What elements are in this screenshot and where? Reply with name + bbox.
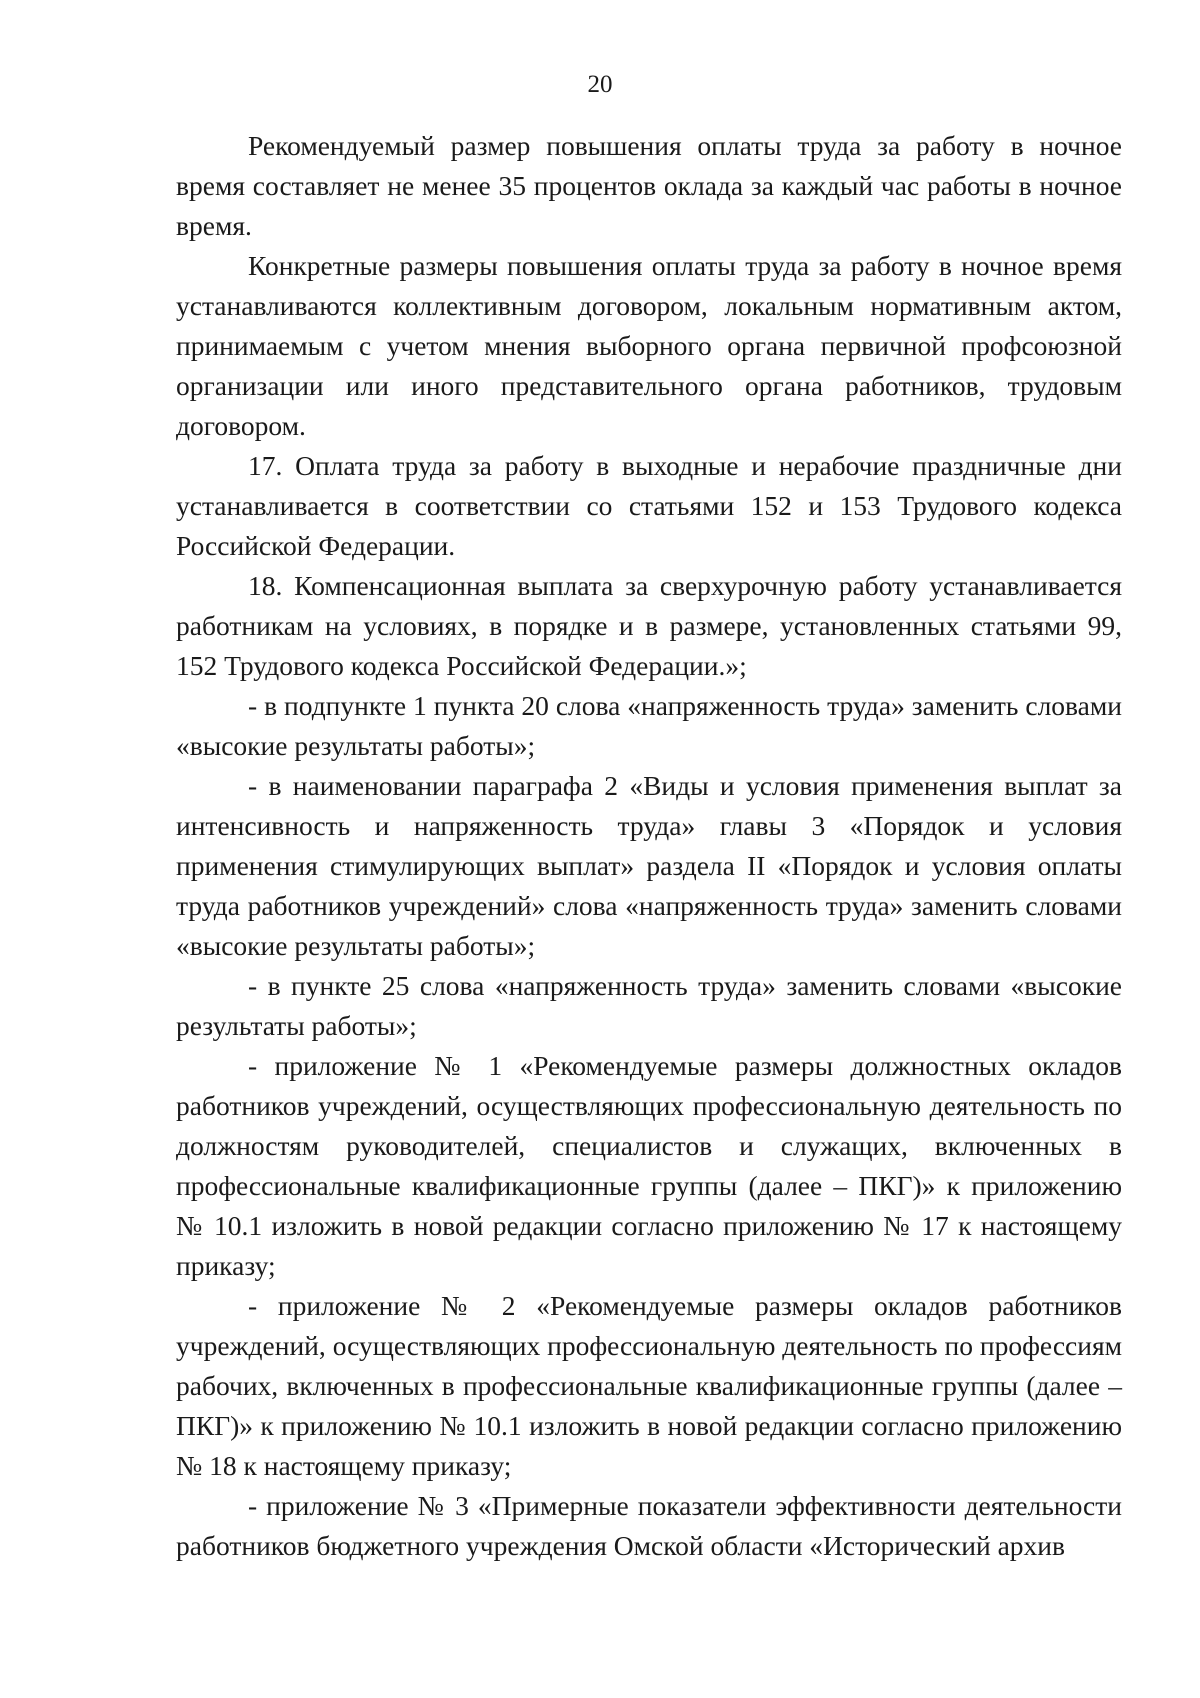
paragraph-appendix-1: - приложение № 1 «Рекомендуемые размеры должностных окладов работников учреждений, осуществляющих профессиональную деятельность по должностям руководителей, специалистов и служащих, включенных в профессиональные квалификационные группы (далее – ПКГ)» к приложению № 10.1 изложить в новой редакции согласно приложению № 17 к настоящему приказу; (176, 1050, 1122, 1281)
paragraph-appendix-3: - приложение № 3 «Примерные показатели эффективности деятельности работников бюджетного учреждения Омской области «Исторический архив (176, 1490, 1122, 1561)
paragraph-item-18: 18. Компенсационная выплата за сверхурочную работу устанавливается работникам на условиях, в порядке и в размере, установленных статьями 99, 152 Трудового кодекса Российской Федерации.»; (176, 570, 1122, 681)
document-body (176, 126, 1122, 1566)
paragraph-subitem-20: - в подпункте 1 пункта 20 слова «напряженность труда» заменить словами «высокие результаты работы»; (176, 690, 1122, 761)
paragraph-item-17: 17. Оплата труда за работу в выходные и нерабочие праздничные дни устанавливается в соответствии со статьями 152 и 153 Трудового кодекса Российской Федерации. (176, 450, 1122, 561)
paragraph-night-work-specific: Конкретные размеры повышения оплаты труда за работу в ночное время устанавливаются коллективным договором, локальным нормативным актом, принимаемым с учетом мнения выборного органа первичной профсоюзной организации или иного представительного органа работников, трудовым договором. (176, 250, 1122, 441)
paragraph-appendix-2: - приложение № 2 «Рекомендуемые размеры окладов работников учреждений, осуществляющих профессиональную деятельность по профессиям рабочих, включенных в профессиональные квалификационные группы (далее – ПКГ)» к приложению № 10.1 изложить в новой редакции согласно приложению № 18 к настоящему приказу; (176, 1290, 1122, 1481)
paragraph-section-2-title: - в наименовании параграфа 2 «Виды и условия применения выплат за интенсивность и напряженность труда» главы 3 «Порядок и условия применения стимулирующих выплат» раздела II «Порядок и условия оплаты труда работников учреждений» слова «напряженность труда» заменить словами «высокие результаты работы»; (176, 770, 1122, 961)
paragraph-item-25: - в пункте 25 слова «напряженность труда» заменить словами «высокие результаты работы»; (176, 970, 1122, 1041)
paragraph-night-work-rate: Рекомендуемый размер повышения оплаты труда за работу в ночное время составляет не менее 35 процентов оклада за каждый час работы в ночное время. (176, 130, 1122, 241)
page-number: 20 (587, 71, 613, 98)
